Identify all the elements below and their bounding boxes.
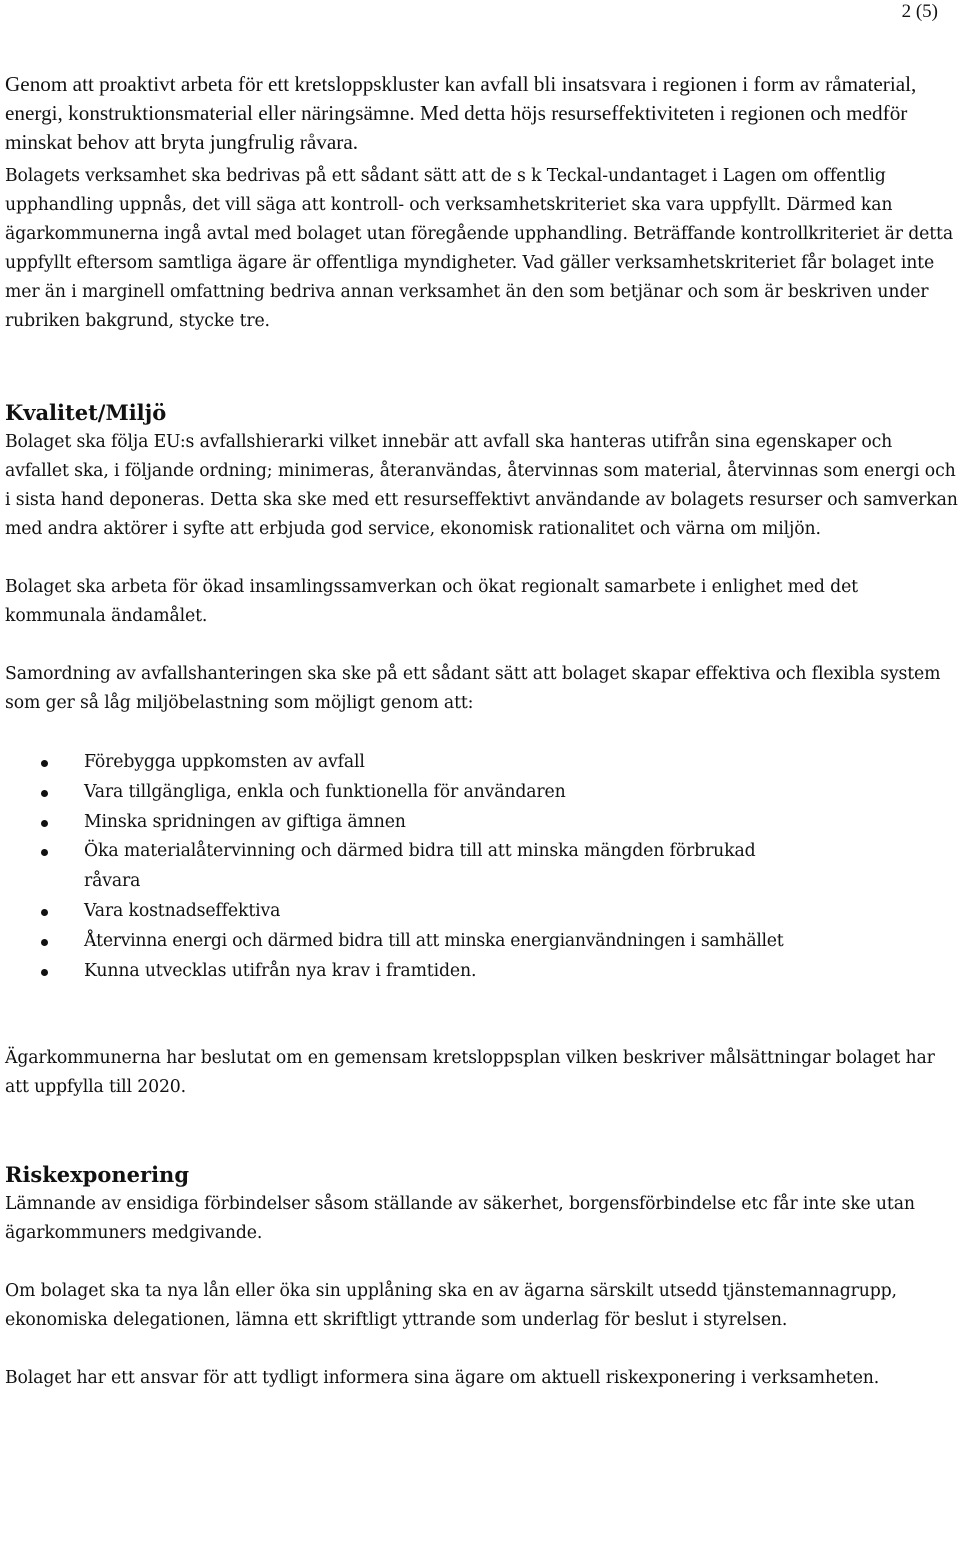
bullet-icon bbox=[41, 969, 48, 976]
list-item bbox=[5, 778, 960, 808]
document-body bbox=[5, 70, 960, 1393]
bullet-icon bbox=[41, 760, 48, 767]
list-item-text: Förebygga uppkomsten av avfall bbox=[84, 752, 365, 772]
quality-paragraph-4: Ägarkommunerna har beslutat om en gemensam kretsloppsplan vilken beskriver målsättningar bolaget har att uppfylla till 2020. bbox=[5, 1048, 935, 1098]
quality-paragraph-2: Bolaget ska arbeta för ökad insamlingssamverkan och ökat regionalt samarbete i enlighet med det kommunala ändamålet. bbox=[5, 577, 858, 626]
list-item bbox=[5, 957, 960, 987]
bullet-icon bbox=[41, 909, 48, 916]
list-item-text: Minska spridningen av giftiga ämnen bbox=[84, 811, 406, 832]
page-number: 2 (5) bbox=[901, 1, 938, 22]
list-item bbox=[5, 748, 960, 778]
goals-list bbox=[5, 748, 960, 986]
list-item-text: Öka materialåtervinning och därmed bidra till att minska mängden förbrukad råvara bbox=[84, 841, 756, 892]
list-item-text: Återvinna energi och därmed bidra till att minska energianvändningen i samhället bbox=[84, 930, 784, 951]
risk-paragraph-2: Om bolaget ska ta nya lån eller öka sin upplåning ska en av ägarna särskilt utsedd tjänstemannagrupp, ekonomiska delegationen, lämna ett skriftligt yttrande som underlag för beslut i styrelsen. bbox=[5, 1281, 897, 1331]
list-item-text: Kunna utvecklas utifrån nya krav i framtiden. bbox=[84, 960, 477, 981]
quality-paragraph-3: Samordning av avfallshanteringen ska ske på ett sådant sätt att bolaget skapar effektiva och flexibla system som ger så låg miljöbelastning som möjligt genom att: bbox=[5, 664, 941, 713]
list-item bbox=[5, 808, 960, 838]
list-item bbox=[5, 897, 960, 927]
list-item bbox=[5, 837, 960, 897]
teckal-paragraph: Bolagets verksamhet ska bedrivas på ett sådant sätt att de s k Teckal-undantaget i Lagen om offentlig upphandling uppnås, det vill säga att kontroll- och verksamhetskriteriet ska vara uppfyllt. Därmed kan ägarkommunerna ingå avtal med bolaget utan föregående upphandling. Beträffande kontrollkriteriet är detta uppfyllt eftersom samtliga ägare är offentliga myndigheter. Vad gäller verksamhetskriteriet får bolaget inte mer än i marginell omfattning bedriva annan verksamhet än den som betjänar och som är beskriven under rubriken bakgrund, stycke tre. bbox=[5, 166, 953, 331]
bullet-icon bbox=[41, 820, 48, 827]
bullet-icon bbox=[41, 939, 48, 946]
list-item-text: Vara tillgängliga, enkla och funktionella för användaren bbox=[84, 781, 566, 802]
bullet-icon bbox=[41, 790, 48, 797]
intro-paragraph: Genom att proaktivt arbeta för ett kretsloppskluster kan avfall bli insatsvara i regionen i form av råmaterial, energi, konstruktionsmaterial eller näringsämne. Med detta höjs resurseffektiviteten i regionen och medför minskat behov att bryta jungfrulig råvara. bbox=[5, 72, 917, 154]
risk-paragraph-1: Lämnande av ensidiga förbindelser såsom ställande av säkerhet, borgensförbindelse etc får inte ske utan ägarkommuners medgivande. bbox=[5, 1194, 915, 1244]
quality-paragraph-1: Bolaget ska följa EU:s avfallshierarki vilket innebär att avfall ska hanteras utifrån sina egenskaper och avfallet ska, i följande ordning; minimeras, återanvändas, återvinnas som material, återvinnas som energi och i sista hand deponeras. Detta ska ske med ett resurseffektivt användande av bolagets resurser och samverkan med andra aktörer i syfte att erbjuda god service, ekonomisk rationalitet och värna om miljön. bbox=[5, 432, 958, 539]
risk-paragraph-3: Bolaget har ett ansvar för att tydligt informera sina ägare om aktuell riskexponering i verksamheten. bbox=[5, 1368, 880, 1389]
risk-heading: Riskexponering bbox=[5, 1162, 189, 1188]
quality-heading: Kvalitet/Miljö bbox=[5, 400, 167, 425]
list-item bbox=[5, 927, 960, 957]
bullet-icon bbox=[41, 849, 48, 856]
list-item-text: Vara kostnadseffektiva bbox=[84, 900, 281, 921]
